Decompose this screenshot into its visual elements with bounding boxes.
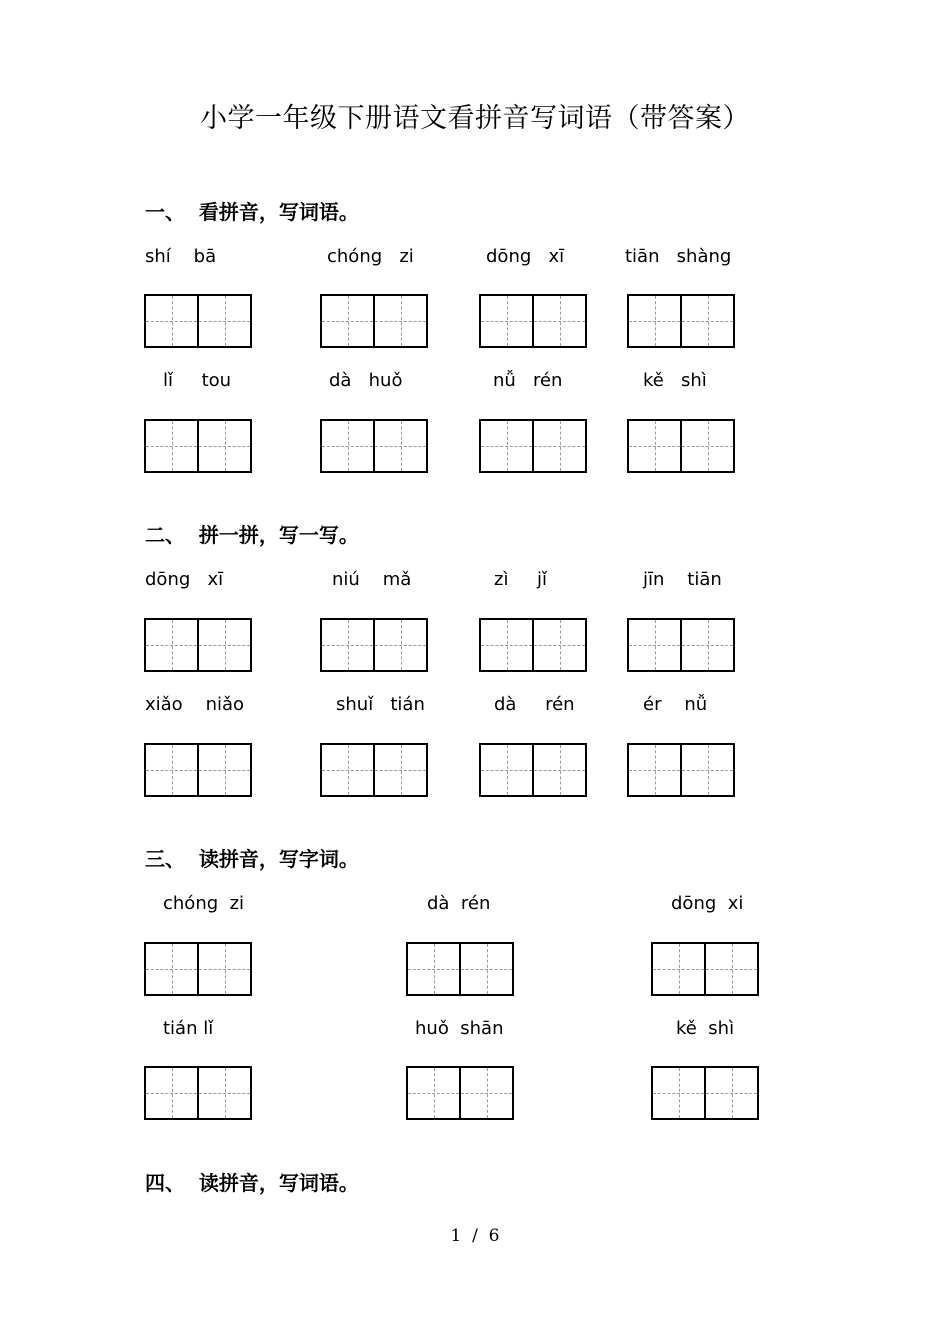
pinyin-label: chóng zi [327,246,414,267]
writing-grid[interactable] [479,419,587,473]
writing-grid[interactable] [627,419,735,473]
section-heading-3: 三、 读拼音，写字词。 [145,847,359,871]
writing-grid[interactable] [627,743,735,797]
writing-grid[interactable] [406,1066,514,1120]
pinyin-label: dōng xī [486,246,565,267]
pinyin-label: tiān shàng [625,246,732,267]
writing-grid[interactable] [320,743,428,797]
pinyin-label: dōng xi [671,893,744,914]
pinyin-label: dà rén [494,694,575,715]
section-heading-2: 二、 拼一拼，写一写。 [145,523,359,547]
writing-grid[interactable] [479,618,587,672]
page-title: 小学一年级下册语文看拼音写词语（带答案） [200,103,750,134]
pinyin-label: xiǎo niǎo [145,694,245,715]
writing-grid[interactable] [627,618,735,672]
section-heading-4: 四、 读拼音，写词语。 [145,1171,359,1195]
pinyin-label: ér nǚ [643,694,708,715]
writing-grid[interactable] [320,618,428,672]
pinyin-label: lǐ tou [163,370,232,391]
pinyin-label: dà huǒ [329,370,403,391]
writing-grid[interactable] [144,743,252,797]
writing-grid[interactable] [479,743,587,797]
pinyin-label: nǚ rén [493,370,563,391]
pinyin-label: kě shì [643,370,707,391]
pinyin-label: tián lǐ [163,1018,214,1039]
writing-grid[interactable] [651,942,759,996]
writing-grid[interactable] [144,294,252,348]
pinyin-label: dōng xī [145,569,224,590]
pinyin-label: shuǐ tián [336,694,425,715]
writing-grid[interactable] [627,294,735,348]
pinyin-label: kě shì [676,1018,735,1039]
writing-grid[interactable] [651,1066,759,1120]
pinyin-label: chóng zi [163,893,245,914]
writing-grid[interactable] [479,294,587,348]
writing-grid[interactable] [320,294,428,348]
pinyin-label: huǒ shān [415,1018,504,1039]
writing-grid[interactable] [144,1066,252,1120]
writing-grid[interactable] [320,419,428,473]
writing-grid[interactable] [144,942,252,996]
pinyin-label: zì jǐ [494,569,548,590]
section-heading-1: 一、 看拼音，写词语。 [145,200,359,224]
pinyin-label: dà rén [427,893,491,914]
writing-grid[interactable] [144,419,252,473]
pinyin-label: shí bā [145,246,217,267]
page-number: 1 / 6 [450,1226,500,1246]
pinyin-label: jīn tiān [643,569,722,590]
writing-grid[interactable] [144,618,252,672]
pinyin-label: niú mǎ [332,569,412,590]
writing-grid[interactable] [406,942,514,996]
